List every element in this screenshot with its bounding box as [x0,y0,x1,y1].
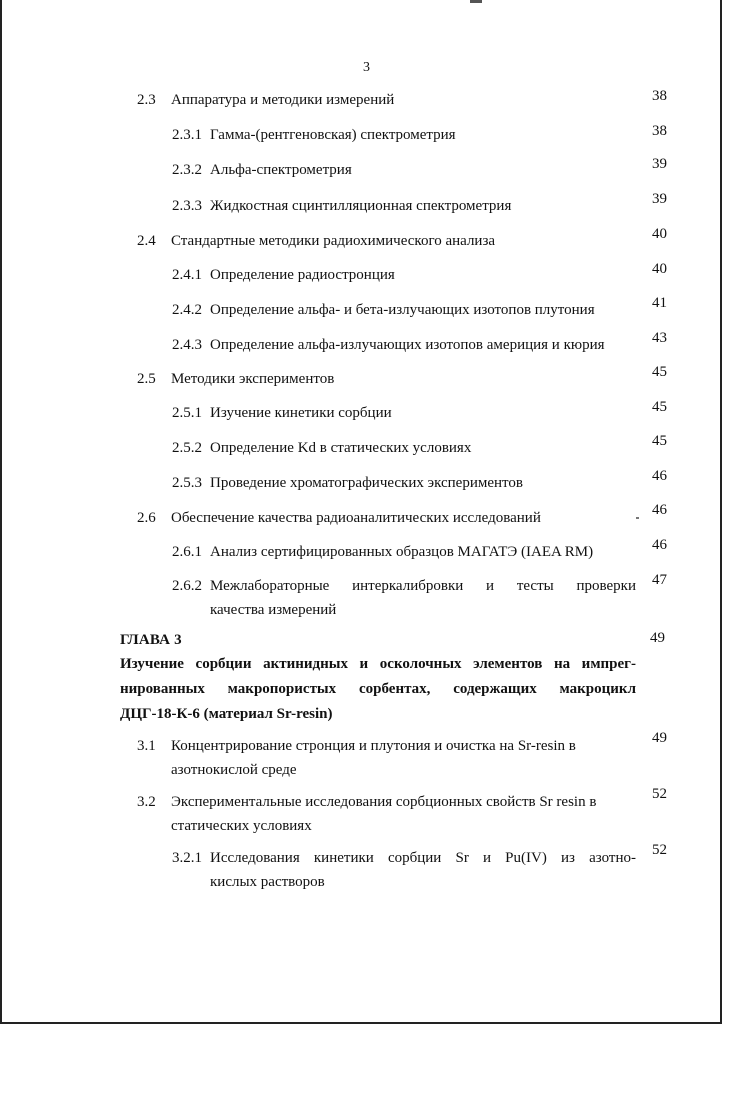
toc-entry-number: 3.2 [137,794,156,810]
toc-entry-number: 2.3 [137,92,156,108]
toc-entry-title: Обеспечение качества радиоаналитических исследований [171,510,541,526]
toc-entry-title: Жидкостная сцинтилляционная спектрометрия [210,198,512,214]
toc-entry-title: Определение альфа- и бета-излучающих изотопов плутония [210,302,595,318]
scan-speck [636,517,639,519]
toc-page-2-5-1: 45 [652,399,667,415]
toc-page-2-5-2: 45 [652,433,667,449]
toc-page-2-5: 45 [652,364,667,380]
toc-entry-number: 2.6.2 [172,578,202,594]
toc-entry-title: Определение Kd в статических условиях [210,440,472,456]
chapter-3-title [120,652,636,727]
chapter-3-title-line-2: нированных макропористых сорбентах, содержащих макроцикл [120,681,636,697]
toc-entry-number: 3.1 [137,738,156,754]
toc-page-2-3-3: 39 [652,191,667,207]
toc-entry-title-line-1: Исследования кинетики сорбции Sr и Pu(IV) из азотно- [210,850,636,866]
toc-page-2-4-1: 40 [652,261,667,277]
toc-entry-title-line-1: Концентрирование стронция и плутония и очистка на Sr-resin в [171,738,576,754]
toc-page-3-1: 49 [652,730,667,746]
toc-entry-number: 2.3.2 [172,162,202,178]
toc-entry-title: Методики экспериментов [171,371,335,387]
toc-entry-title-line-2: кислых растворов [210,874,325,890]
toc-page-2-3-1: 38 [652,123,667,139]
chapter-3-title-line-3: ДЦГ-18-К-6 (материал Sr-resin) [120,706,333,722]
toc-entry-number: 2.4 [137,233,156,249]
toc-entry-title: Стандартные методики радиохимического анализа [171,233,496,249]
toc-entry-title: Анализ сертифицированных образцов МАГАТЭ (IAEA RM) [210,544,594,560]
toc-page-2-3-2: 39 [652,156,667,172]
toc-page-3-2: 52 [652,786,667,802]
toc-entry-number: 2.6 [137,510,156,526]
toc-page-2-4: 40 [652,226,667,242]
toc-entry-number: 2.3.1 [172,127,202,143]
toc-entry-title: Определение радиостронция [210,267,395,283]
toc-page-2-3: 38 [652,88,667,104]
toc-entry-title-line-1: Экспериментальные исследования сорбционных свойств Sr resin в [171,794,597,810]
toc-entry-title: Определение альфа-излучающих изотопов америция и кюрия [210,337,605,353]
toc-entry-title-line-2: азотнокислой среде [171,762,297,778]
toc-page-2-4-2: 41 [652,295,667,311]
toc-entry-number: 2.5 [137,371,156,387]
toc-entry-title: Альфа-спектрометрия [210,162,352,178]
toc-entry-number: 3.2.1 [172,850,202,866]
toc-page-2-6-1: 46 [652,537,667,553]
toc-page-chapter-3: 49 [650,630,665,646]
toc-page-2-6-2: 47 [652,572,667,588]
scan-artifact [470,0,482,3]
toc-entry-number: 2.5.2 [172,440,202,456]
toc-page-3-2-1: 52 [652,842,667,858]
chapter-3-label: ГЛАВА 3 [120,632,182,648]
toc-page-2-5-3: 46 [652,468,667,484]
chapter-3-title-line-1: Изучение сорбции актинидных и осколочных элементов на импрег- [120,656,636,672]
toc-entry-title: Проведение хроматографических экспериментов [210,475,523,491]
toc-entry-title-line-2: статических условиях [171,818,312,834]
toc-entry-title: Аппаратура и методики измерений [171,92,395,108]
page-number: 3 [363,60,370,75]
toc-page-2-6: 46 [652,502,667,518]
toc-entry-title: Гамма-(рентгеновская) спектрометрия [210,127,456,143]
toc-entry-number: 2.5.3 [172,475,202,491]
toc-entry-number: 2.4.2 [172,302,202,318]
toc-entry-number: 2.5.1 [172,405,202,421]
toc-entry-title: Изучение кинетики сорбции [210,405,392,421]
toc-page-2-4-3: 43 [652,330,667,346]
toc-entry-number: 2.4.1 [172,267,202,283]
toc-entry-number: 2.4.3 [172,337,202,353]
toc-entry-number: 2.3.3 [172,198,202,214]
toc-entry-title-line-1: Межлабораторные интеркалибровки и тесты проверки [210,578,636,594]
toc-entry-number: 2.6.1 [172,544,202,560]
toc-entry-title-line-2: качества измерений [210,602,337,618]
